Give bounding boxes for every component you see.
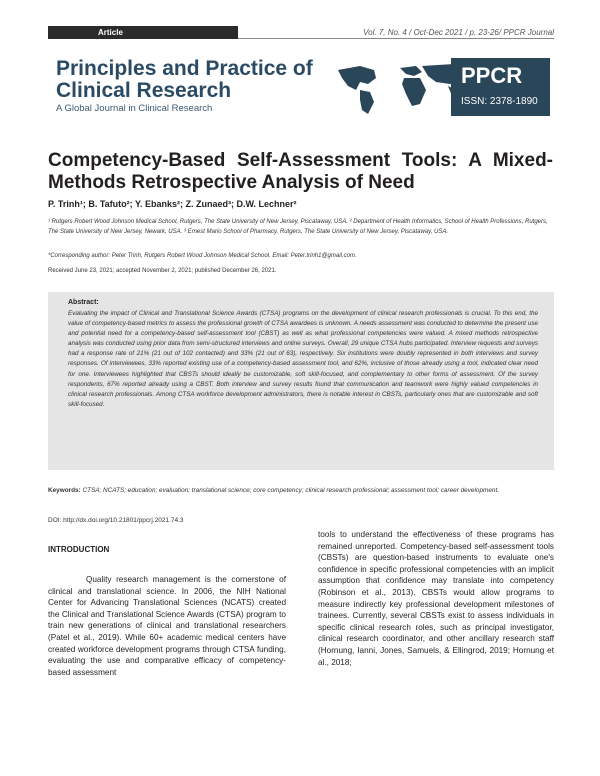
affiliations: ¹ Rutgers Robert Wood Johnson Medical School, Rutgers, The State University of New Jersey, Piscataway, USA. ² Department of Health Informatics, School of Health Professions, Rutgers, The State University of New Jersey, Newark, USA. ³ Ernest Mario School of Pharmacy, Rutgers, The State University of New Jersey, Piscataway, USA. [48,219,548,235]
intro-paragraph-right: tools to understand the effectiveness of these programs has remained unreported. Competency-based self-assessment tools (CBSTs) are question-based instruments to evaluate one's confidence in specific professional competencies with an implicit assumption that confidence may translate into competency (Robinson et al., 2013). CBSTs would allow programs to measure indirectly key professional development milestones of trainees. Currently, several CBSTs exist to assess individuals in specific clinical research roles, such as principal investigator, clinical research coordinator, and other ancillary research staff (Hornung, Ianni, Jones, Samuels, & Ellingrod, 2019; Hornung et al., 2018; [318,530,554,667]
doi-link[interactable]: DOI: http://dx.doi.org/10.21801/ppcrj.2021.74.3 [48,517,184,524]
keywords-list: CTSA; NCATS; education; evaluation; translational science; core competency; clinical research professional; assessment tool; career development. [82,487,499,494]
abstract-box [48,292,554,470]
publication-dates: Received June 23, 2021; accepted November 2, 2021; published December 26, 2021. [48,268,277,274]
corresponding-author: *Corresponding author: Peter Trinh, Rutgers Robert Wood Johnson Medical School. Email: Peter.trinh1@gmail.com. [48,253,357,259]
journal-subtitle: A Global Journal in Clinical Research [56,103,213,114]
keywords-label: Keywords: [48,487,81,494]
body-column-left [48,545,286,678]
section-heading-introduction: INTRODUCTION [48,545,110,554]
running-header [48,26,554,39]
abstract-heading: Abstract: [68,299,99,306]
abstract-text: Evaluating the impact of Clinical and Translational Science Awards (CTSA) programs on the development of clinical research professionals is crucial. To this end, the value of competency-based metrics to assess the professional growth of CTSA awardees is unknown. A needs assessment was conducted to determine the present use and potential need for a competency-based self-assessment tool (CBST) as well as what professional competencies were valued. A mixed methods retrospective analysis was conducted using prior data from semi-structured interviews and online surveys. Overall, 29 unique CTSA hubs participated. Interview requests and surveys had a response rate of 21% (21 out of 102 contacted) and 33% (21 out of 63), respectively. Six institutions were doubly represented in both interviews and survey responses. Of interviewees, 33% reported existing use of a competency-based assessment tool, and 62%, inclusive of those already using a tool, indicated clear need for one. Interviewees highlighted that CBSTs should ideally be customizable, soft skill-focused, and complementary to other forms of assessment. Of the survey respondents, 67% reported already using a CBST. Both interview and survey results found that communication and teamwork were highly valued competencies in clinical research professionals. Among CTSA workforce development administrators, there is notable interest in CBSTs, particularly ones that are customizable and soft skill-focused. [68,310,538,408]
issue-citation: Vol. 7, No. 4 / Oct-Dec 2021 / p. 23-26/ PPCR Journal [363,28,554,37]
intro-paragraph-left: Quality research management is the cornerstone of clinical and translational science. In 2006, the NIH National Center for Advancing Translational Sciences (NCATS) created the Clinical and Translational Science Awards (CTSA) program to train new generations of clinical and translational researchers (Patel et al., 2019). While 60+ academic medical centers have created workforce development programs through CTSA funding, evaluating the use and comparative efficacy of competency-based assessment [48,575,286,677]
ppcr-logo-text: PPCR [461,63,523,88]
author-list: P. Trinh¹; B. Tafuto²; Y. Ebanks²; Z. Zunaed³; D.W. Lechner² [48,199,297,209]
article-type-tag: Article [48,26,238,39]
ppcr-logo [451,58,550,116]
issn: ISSN: 2378-1890 [461,96,538,107]
keywords [48,486,554,496]
journal-masthead [56,58,550,116]
journal-title: Principles and Practice of Clinical Research [56,57,313,102]
paper-title: Competency-Based Self-Assessment Tools: A Mixed-Methods Retrospective Analysis of Need [48,150,553,193]
body-column-right [318,529,554,668]
